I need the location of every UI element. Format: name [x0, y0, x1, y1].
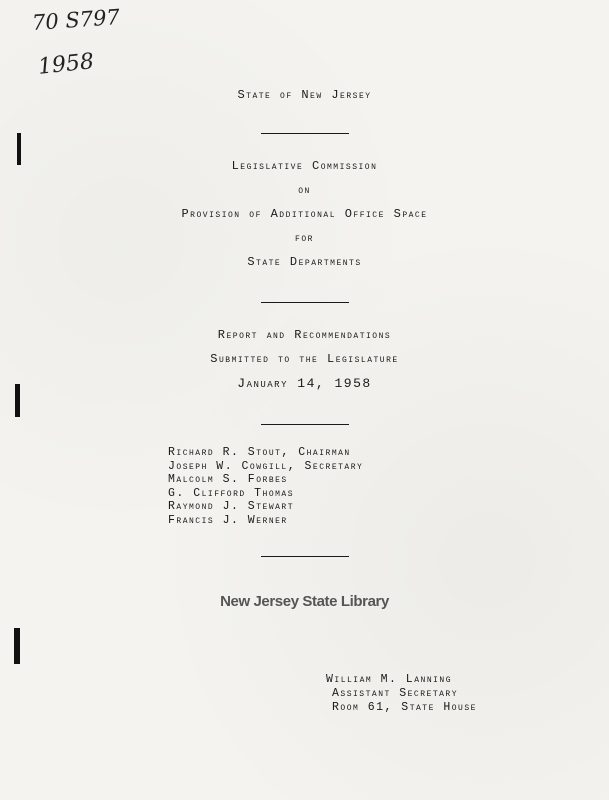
divider-3 — [261, 424, 349, 425]
report-subtitle: Submitted to the Legislature — [210, 352, 399, 366]
member-item: Raymond J. Stewart — [168, 500, 295, 514]
member-item: Malcolm S. Forbes — [168, 473, 288, 487]
divider-4 — [261, 556, 349, 557]
commission-line-5: State Departments — [247, 255, 362, 269]
commission-line-4: for — [295, 231, 314, 245]
state-title: State of New Jersey — [237, 88, 372, 102]
library-stamp: New Jersey State Library — [220, 593, 389, 610]
signature-title: Assistant Secretary — [332, 687, 459, 700]
divider-1 — [261, 133, 349, 134]
member-item: Francis J. Werner — [168, 513, 288, 527]
signature-address: Room 61, State House — [332, 701, 477, 714]
binding-mark-bottom — [14, 628, 20, 664]
handwritten-year: 1958 — [36, 49, 96, 80]
report-date: January 14, 1958 — [237, 376, 372, 391]
member-list — [168, 446, 363, 528]
divider-2 — [261, 302, 349, 303]
signature-block — [326, 673, 477, 715]
handwritten-catalog-number: 70 S797 — [31, 4, 121, 36]
commission-line-1: Legislative Commission — [231, 159, 378, 173]
commission-line-3: Provision of Additional Office Space — [181, 207, 428, 221]
signature-name: William M. Lanning — [326, 673, 453, 686]
member-item: G. Clifford Thomas — [168, 486, 295, 500]
member-item: Joseph W. Cowgill, Secretary — [168, 459, 364, 473]
report-title: Report and Recommendations — [217, 328, 392, 342]
commission-line-2: on — [298, 183, 311, 197]
member-item: Richard R. Stout, Chairman — [168, 446, 351, 459]
